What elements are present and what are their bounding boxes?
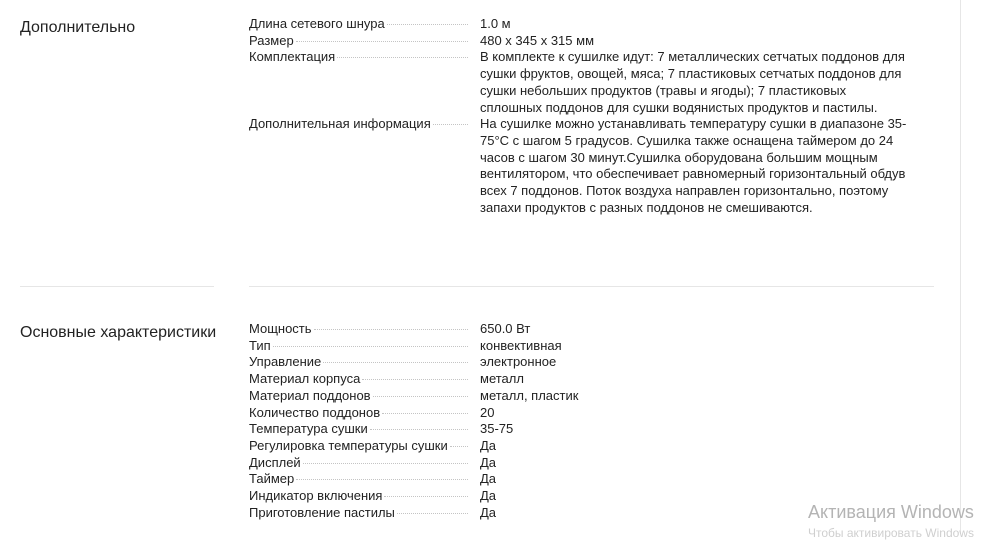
spec-row-power	[249, 321, 929, 338]
spec-row-cord-length	[249, 16, 929, 33]
spec-row-control	[249, 354, 929, 371]
spec-value: На сушилке можно устанавливать температуру сушки в диапазоне 35-75°C с шагом 5 градусов. Сушилка также оснащена таймером до 24 часов с шагом 30 минут.Сушилка оборудована большим мощным вентилятором, что обеспечивает равномерный горизонтальный обдув всех 7 поддонов. Поток воздуха направлен горизонтально, поэтому запахи продуктов с разных поддонов не смешиваются.	[480, 116, 907, 215]
spec-value: конвективная	[480, 337, 562, 353]
spec-value: металл, пластик	[480, 387, 579, 403]
section-divider-left	[20, 286, 214, 287]
spec-label: Дисплей	[249, 454, 301, 470]
dotted-leader	[450, 446, 468, 447]
spec-value: Да	[480, 454, 497, 470]
spec-value: 35-75	[480, 421, 514, 437]
spec-value: 20	[480, 404, 495, 420]
spec-row-type	[249, 338, 929, 355]
spec-value: электронное	[480, 354, 557, 370]
spec-label: Температура сушки	[249, 421, 368, 437]
spec-row-body-material	[249, 371, 929, 388]
spec-label: Комплектация	[249, 49, 336, 65]
spec-value: 480 x 345 x 315 мм	[480, 32, 595, 48]
spec-row-temperature-control	[249, 438, 929, 455]
spec-value: 650.0 Вт	[480, 321, 531, 336]
dotted-leader	[296, 479, 468, 480]
spec-label: Длина сетевого шнура	[249, 16, 385, 31]
dotted-leader	[370, 429, 468, 430]
dotted-leader	[337, 57, 468, 58]
spec-list-main	[249, 321, 929, 521]
dotted-leader	[382, 413, 468, 414]
windows-activation-subtitle: Чтобы активировать Windows	[808, 526, 974, 540]
spec-row-timer	[249, 471, 929, 488]
spec-label: Регулировка температуры сушки	[249, 437, 448, 453]
page-edge-divider	[960, 0, 961, 534]
spec-label: Мощность	[249, 321, 312, 336]
dotted-leader	[273, 346, 468, 347]
spec-label: Индикатор включения	[249, 488, 383, 504]
spec-label: Дополнительная информация	[249, 116, 431, 132]
spec-value: металл	[480, 371, 524, 387]
spec-label: Материал корпуса	[249, 371, 361, 387]
spec-row-additional-info	[249, 116, 929, 216]
dotted-leader	[433, 124, 468, 125]
spec-row-display	[249, 455, 929, 472]
dotted-leader	[397, 513, 468, 514]
spec-label: Тип	[249, 337, 271, 353]
section-title-additional: Дополнительно	[20, 19, 136, 36]
spec-label: Управление	[249, 354, 322, 370]
spec-list-additional	[249, 16, 929, 216]
spec-label: Размер	[249, 32, 294, 48]
spec-row-drying-temperature	[249, 421, 929, 438]
dotted-leader	[373, 396, 468, 397]
spec-value: Да	[480, 504, 497, 520]
spec-value: 1.0 м	[480, 16, 511, 31]
windows-activation-watermark: Активация Windows	[808, 502, 974, 522]
dotted-leader	[384, 496, 468, 497]
spec-label: Количество поддонов	[249, 404, 381, 420]
spec-label: Приготовление пастилы	[249, 504, 395, 520]
spec-value: Да	[480, 488, 497, 504]
dotted-leader	[303, 463, 468, 464]
spec-row-tray-count	[249, 405, 929, 422]
dotted-leader	[323, 362, 468, 363]
spec-value: Да	[480, 471, 497, 487]
section-title-main: Основные характеристики	[20, 324, 217, 341]
dotted-leader	[314, 329, 468, 330]
dotted-leader	[387, 24, 468, 25]
dotted-leader	[296, 41, 468, 42]
spec-row-size	[249, 33, 929, 50]
spec-value: Да	[480, 437, 497, 453]
spec-row-package	[249, 49, 929, 116]
spec-label: Таймер	[249, 471, 295, 487]
spec-row-tray-material	[249, 388, 929, 405]
dotted-leader	[362, 379, 468, 380]
spec-value: В комплекте к сушилке идут: 7 металлических сетчатых поддонов для сушки фруктов, овощей, мяса; 7 пластиковых сетчатых поддонов для сушки небольших продуктов (травы и ягоды); 7 пластиковых сплошных поддонов для сушки водянистых продуктов и пастилы.	[480, 49, 905, 115]
spec-label: Материал поддонов	[249, 387, 371, 403]
section-divider-right	[249, 286, 934, 287]
